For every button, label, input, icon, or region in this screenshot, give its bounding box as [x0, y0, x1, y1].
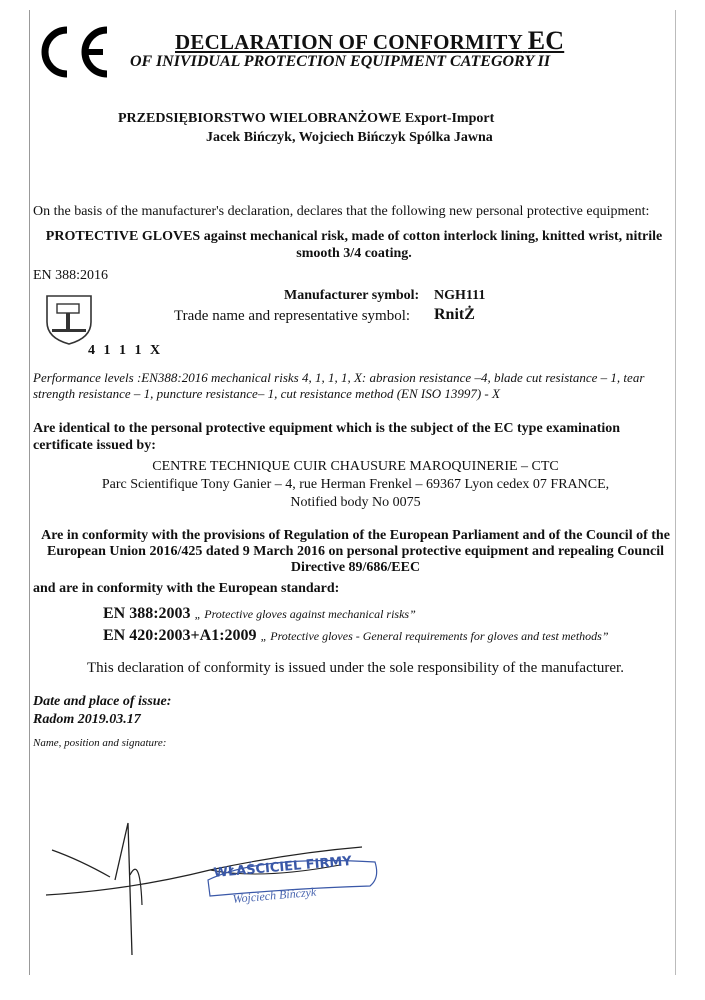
ce-mark-icon: [33, 22, 113, 82]
trade-name-label: Trade name and representative symbol:: [174, 308, 411, 324]
certificate-issuer: [33, 458, 678, 512]
issuer-name: CENTRE TECHNIQUE CUIR CHAUSURE MAROQUINERIE – CTC: [152, 459, 559, 474]
document-title: DECLARATION OF CONFORMITY EC: [175, 26, 565, 55]
trade-name-value: RnitŻ: [434, 306, 475, 323]
stamp-title: WŁAŚCICIEL FIRMY: [213, 853, 353, 881]
manufacturer-symbol-value: NGH111: [434, 288, 486, 303]
standard-description: „ Protective gloves - General requirements for gloves and test methods”: [260, 629, 609, 643]
performance-levels: Performance levels :EN388:2016 mechanical risks 4, 1, 1, 1, X: abrasion resistance –4, blade cut resistance – 1, tear strength resistance – 1, puncture resistance– 1, cut resistance method (EN ISO 13997) - X: [33, 370, 645, 401]
stamp-name: Wojciech Bińczyk: [232, 884, 317, 906]
page-border-left: [29, 10, 30, 975]
company-name-line1: PRZEDSIĘBIORSTWO WIELOBRANŻOWE Export-Import: [118, 111, 495, 126]
date-place-label: Date and place of issue:: [33, 694, 172, 709]
responsibility-statement: This declaration of conformity is issued under the sole responsibility of the manufacturer.: [87, 660, 624, 676]
standard-item: [103, 627, 609, 645]
signer-label: Name, position and signature:: [33, 737, 167, 749]
standard-item: [103, 605, 416, 623]
date-place-value: Radom 2019.03.17: [33, 712, 141, 727]
standard-code: EN 420:2003+A1:2009: [103, 627, 257, 644]
title-ec: EC: [527, 26, 565, 55]
intro-text: On the basis of the manufacturer's declaration, declares that the following new personal protective equipment:: [33, 204, 650, 219]
standard-code: EN 388:2003: [103, 605, 191, 622]
performance-codes: 4 1 1 1 X: [88, 343, 163, 358]
mechanical-risk-hammer-shield-icon: [44, 292, 94, 347]
european-standard-intro: and are in conformity with the European standard:: [33, 581, 340, 596]
company-name-line2: Jacek Bińczyk, Wojciech Bińczyk Spólka Jawna: [206, 130, 493, 145]
notified-body: Notified body No 0075: [290, 495, 421, 510]
standard-reference: EN 388:2016: [33, 268, 109, 283]
issuer-address: Parc Scientifique Tony Ganier – 4, rue Herman Frenkel – 69367 Lyon cedex 07 FRANCE,: [101, 477, 610, 492]
standard-description: „ Protective gloves against mechanical risks”: [194, 607, 416, 621]
identical-statement: Are identical to the personal protective equipment which is the subject of the EC type examination certificate issued by:: [33, 421, 621, 453]
document-subtitle: OF INIVIDUAL PROTECTION EQUIPMENT CATEGORY II: [130, 53, 551, 70]
product-description: PROTECTIVE GLOVES against mechanical risk, made of cotton interlock lining, knitted wrist, nitrile smooth 3/4 coating.: [45, 229, 663, 261]
manufacturer-symbol-label: Manufacturer symbol:: [284, 288, 420, 303]
conformity-statement: Are in conformity with the provisions of Regulation of the European Parliament and of the Council of the European Union 2016/425 dated 9 March 2016 on personal protective equipment and repealing Council Directive 89/686/EEC: [41, 528, 670, 575]
